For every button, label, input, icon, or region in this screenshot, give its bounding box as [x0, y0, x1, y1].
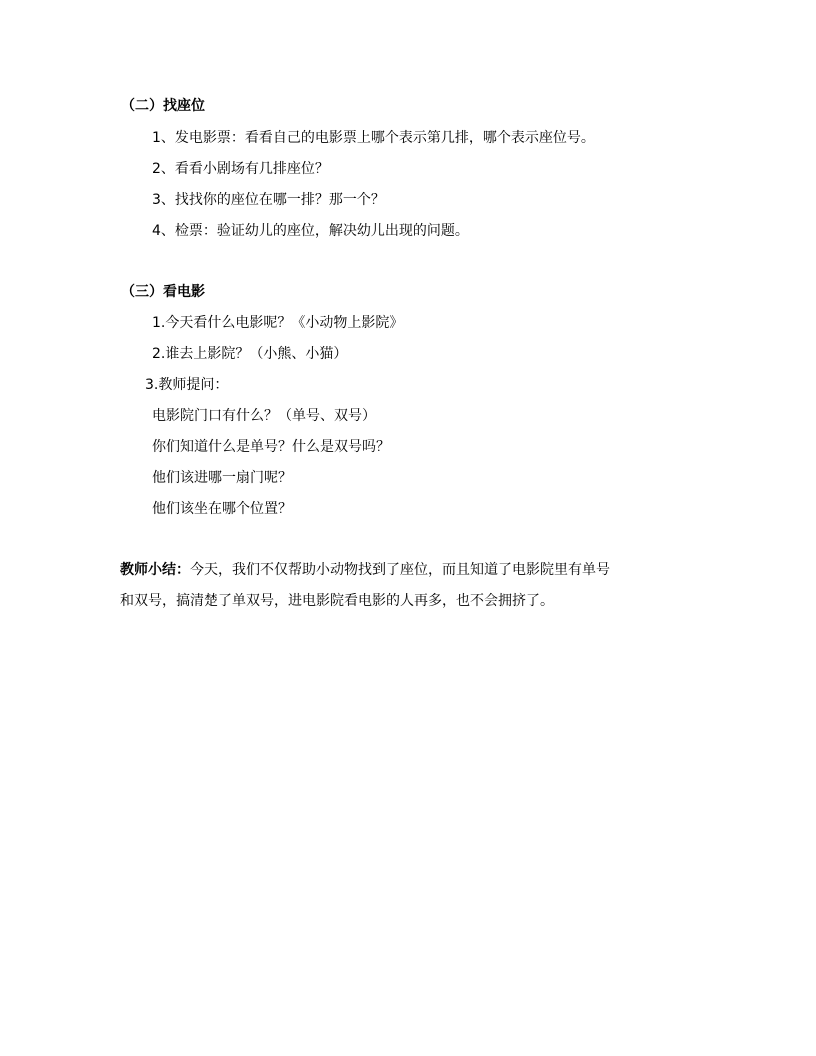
list-item: 4、检票：验证幼儿的座位，解决幼儿出现的问题。 [152, 223, 469, 239]
summary-text-1: 今天，我们不仅帮助小动物找到了座位，而且知道了电影院里有单号 [190, 562, 610, 578]
summary-label: 教师小结： [120, 562, 190, 578]
list-item: 3.教师提问： [145, 377, 229, 393]
list-item: 2、看看小剧场有几排座位？ [152, 161, 329, 177]
section-heading-watch-movie: （三）看电影 [121, 284, 205, 300]
section-heading-find-seat: （二）找座位 [121, 98, 205, 114]
list-item: 3、找找你的座位在哪一排？那一个？ [152, 192, 385, 208]
question-item: 他们该进哪一扇门呢？ [152, 470, 292, 486]
question-item: 他们该坐在哪个位置？ [152, 501, 292, 517]
question-item: 电影院门口有什么？（单号、双号） [152, 408, 376, 424]
list-item: 2.谁去上影院？（小熊、小猫） [152, 346, 348, 362]
summary-line-2: 和双号，搞清楚了单双号，进电影院看电影的人再多，也不会拥挤了。 [120, 593, 554, 609]
summary-line-1 [120, 560, 610, 580]
question-item: 你们知道什么是单号？什么是双号吗？ [152, 439, 390, 455]
list-item: 1.今天看什么电影呢？《小动物上影院》 [152, 315, 404, 331]
list-item: 1、发电影票：看看自己的电影票上哪个表示第几排，哪个表示座位号。 [152, 130, 595, 146]
